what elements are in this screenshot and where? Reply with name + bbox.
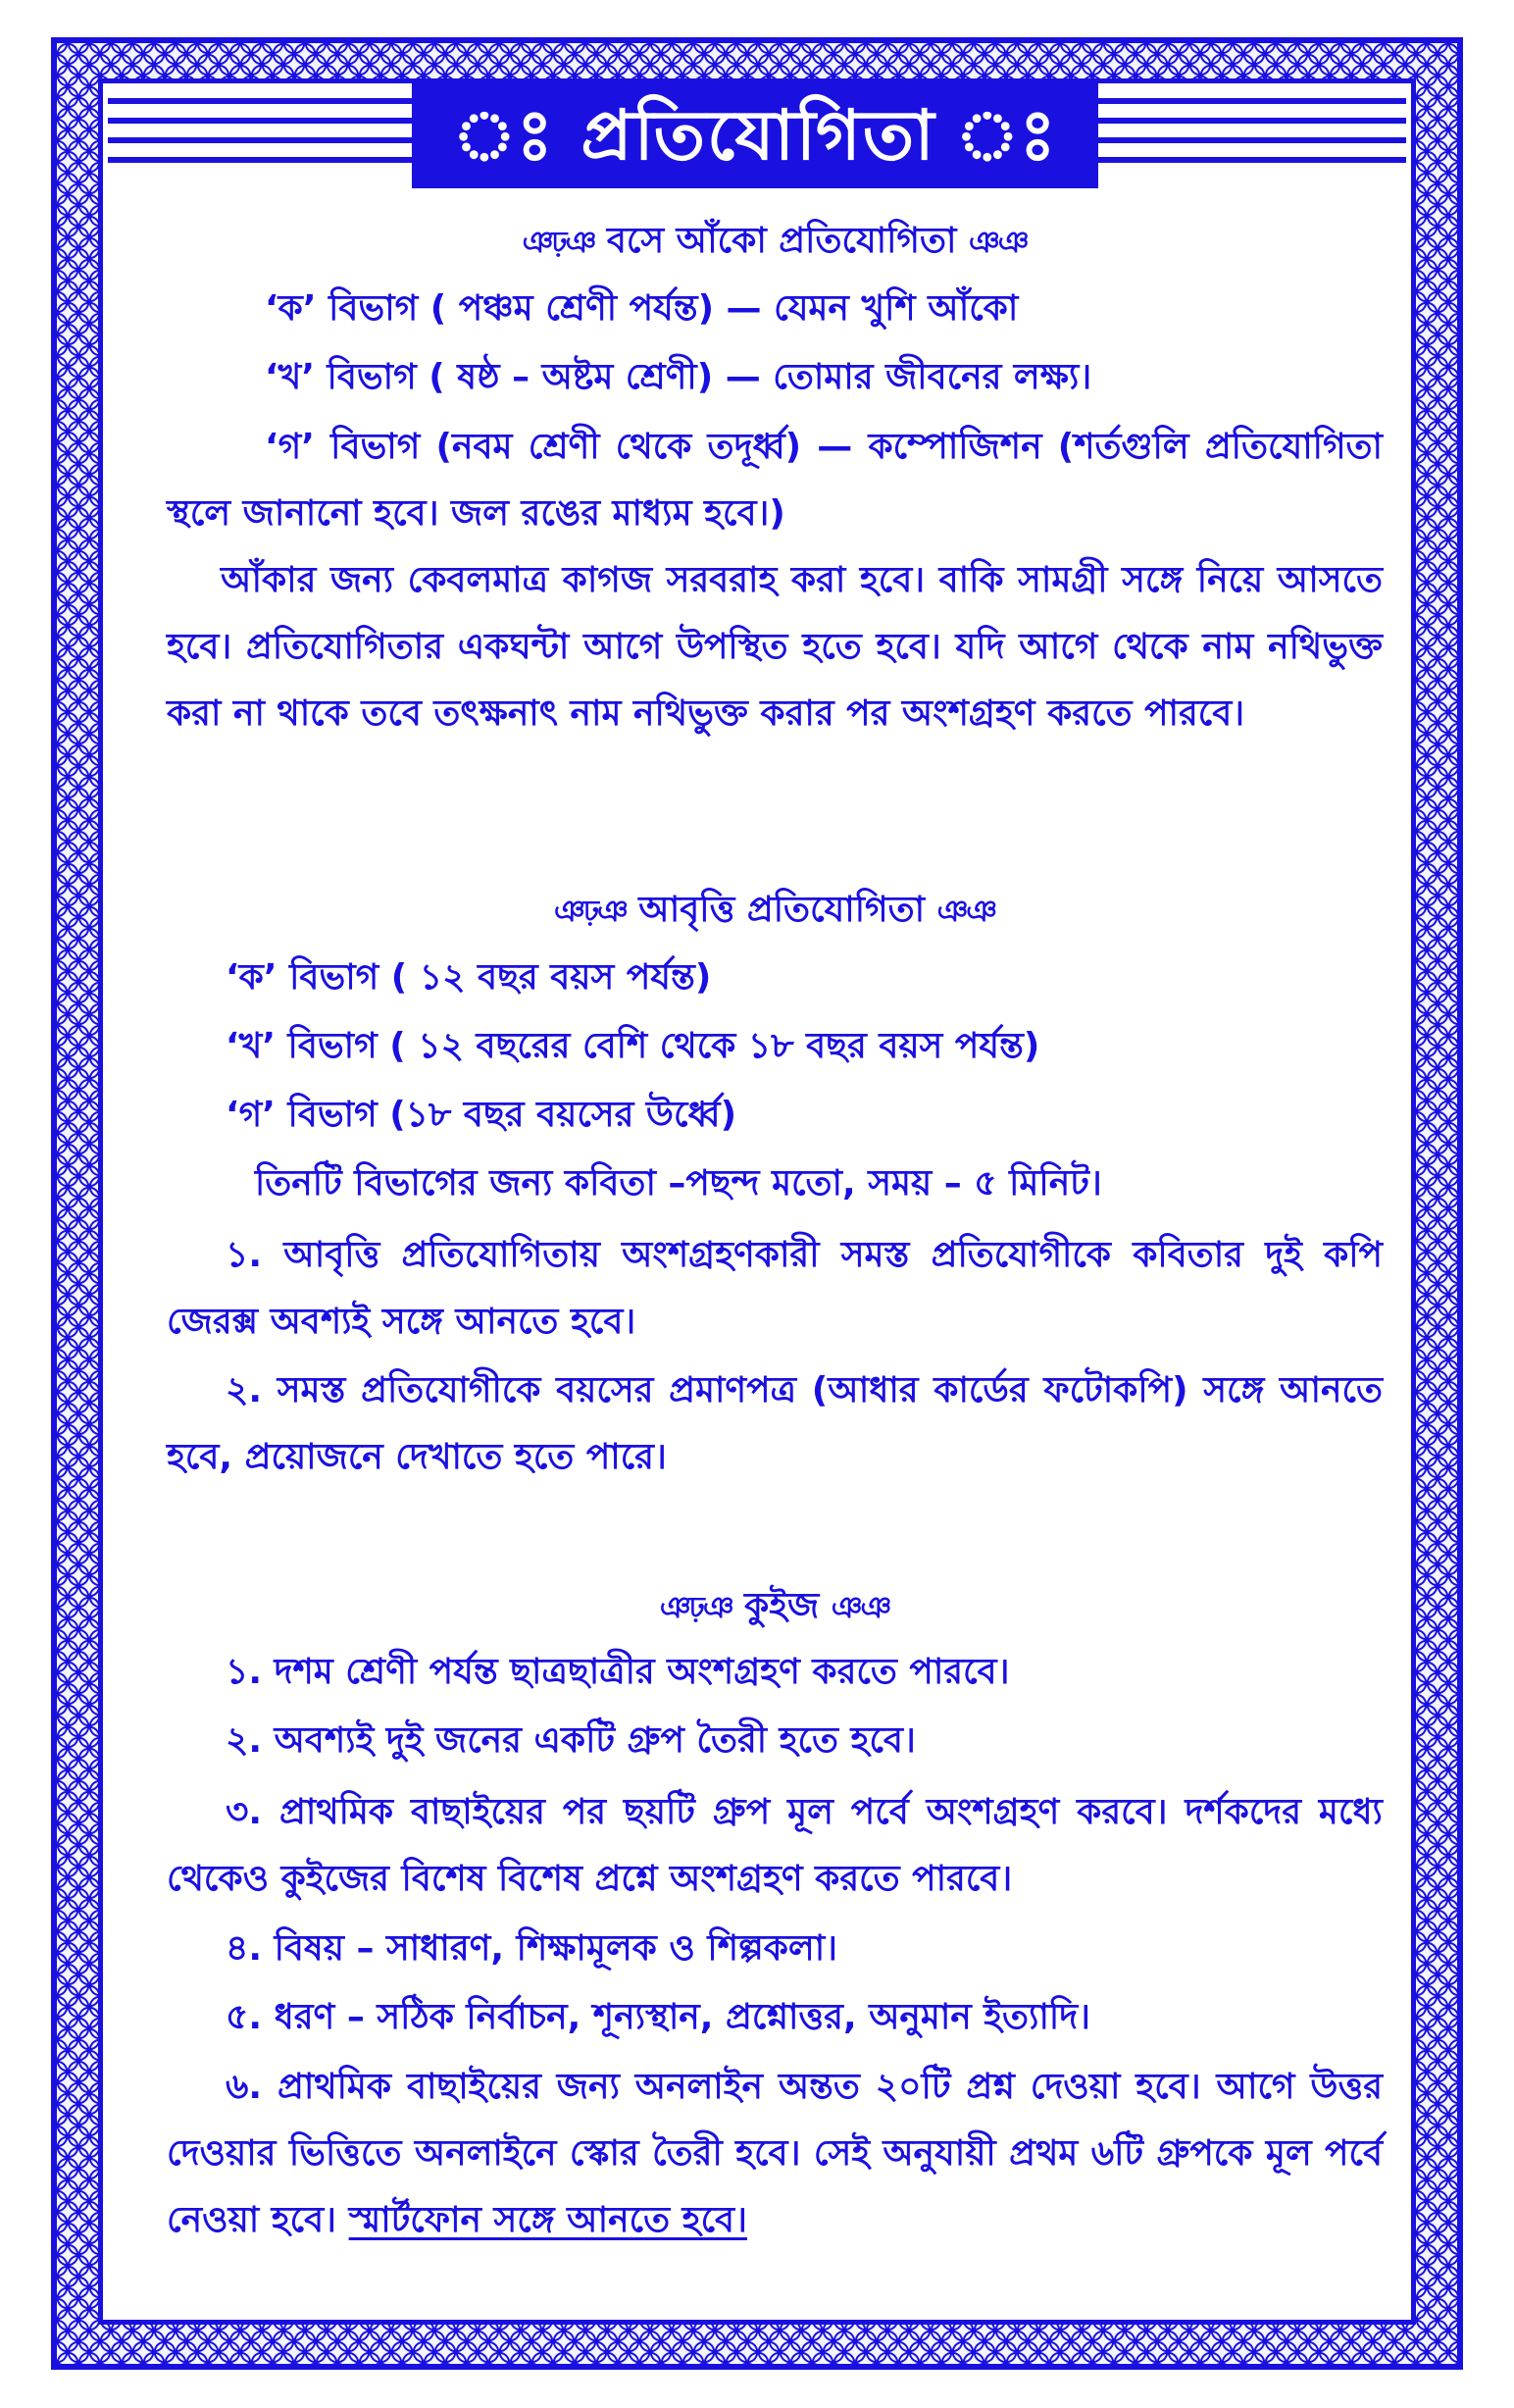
ornament-left: ঞঢ়ঞ <box>522 226 595 260</box>
quiz-rule-6-underlined: স্মার্টফোন সঙ্গে আনতে হবে। <box>348 2200 747 2240</box>
drawing-group-ka: ‘ক’ বিভাগ ( পঞ্চম শ্রেণী পর্যন্ত) — যেমন খুশি আঁকো <box>265 288 1019 329</box>
recitation-heading <box>167 883 1383 938</box>
quiz-rule-5: ৫. ধরণ – সঠিক নির্বাচন, শূন্যস্থান, প্রশ্নোত্তর, অনুমান ইত্যাদি। <box>226 1997 1091 2037</box>
quiz-rule-1: ১. দশম শ্রেণী পর্যন্ত ছাত্রছাত্রীর অংশগ্রহণ করতে পারবে। <box>226 1652 1010 1692</box>
quiz-heading-text: কুইজ <box>744 1586 820 1626</box>
drawing-rules: আঁকার জন্য কেবলমাত্র কাগজ সরবরাহ করা হবে। বাকি সামগ্রী সঙ্গে নিয়ে আসতে হবে। প্রতিযোগিতার একঘন্টা আগে উপস্থিত হতে হবে। যদি আগে থেকে নাম নথিভুক্ত করা না থাকে তবে তৎক্ষনাৎ নাম নথিভুক্ত করার পর অংশগ্রহণ করতে পারবে। <box>167 560 1383 734</box>
quiz-rule-3: ৩. প্রাথমিক বাছাইয়ের পর ছয়টি গ্রুপ মূল পর্বে অংশগ্রহণ করবে। দর্শকদের মধ্যে থেকেও কুইজের বিশেষ বিশেষ প্রশ্নে অংশগ্রহণ করতে পারবে। <box>167 1792 1383 1899</box>
recitation-heading-text: আবৃত্তি প্রতিযোগিতা <box>638 890 926 930</box>
quiz-rule-6 <box>167 2054 1383 2254</box>
ornament-left: ঞঢ়ঞ <box>554 895 627 929</box>
recitation-poem-note: তিনটি বিভাগের জন্য কবিতা –পছন্দ মতো, সময় – ৫ মিনিট। <box>255 1163 1102 1204</box>
drawing-group-ga: ‘গ’ বিভাগ (নবম শ্রেণী থেকে তদূর্ধ্ব) — কম্পোজিশন (শর্তগুলি প্রতিযোগিতা স্থলে জানানো হবে। জল রঙের মাধ্যম হবে।) <box>167 427 1383 534</box>
ornament-right: ঞঞ <box>936 895 995 929</box>
recitation-group-ka: ‘ক’ বিভাগ ( ১২ বছর বয়স পর্যন্ত) <box>226 957 712 998</box>
recitation-rule-1: ১. আবৃত্তি প্রতিযোগিতায় অংশগ্রহণকারী সমস্ত প্রতিযোগীকে কবিতার দুই কপি জেরক্স অবশ্যই সঙ্গে আনতে হবে। <box>167 1235 1383 1342</box>
recitation-group-kha: ‘খ’ বিভাগ ( ১২ বছরের বেশি থেকে ১৮ বছর বয়স পর্যন্ত) <box>226 1026 1040 1066</box>
drawing-heading <box>167 214 1383 269</box>
recitation-group-ga: ‘গ’ বিভাগ (১৮ বছর বয়সের উর্ধ্বে) <box>226 1095 737 1135</box>
quiz-rule-4: ৪. বিষয় – সাধারণ, শিক্ষামূলক ও শিল্পকলা। <box>226 1928 838 1969</box>
page-title: ঃ প্রতিযোগিতা ঃ <box>412 82 1098 188</box>
quiz-heading <box>167 1579 1383 1634</box>
quiz-rule-2: ২. অবশ্যই দুই জনের একটি গ্রুপ তৈরী হতে হবে। <box>226 1720 916 1761</box>
recitation-rule-2: ২. সমস্ত প্রতিযোগীকে বয়সের প্রমাণপত্র (আধার কার্ডের ফটোকপি) সঙ্গে আনতে হবে, প্রয়োজনে দেখাতে হতে পারে। <box>167 1370 1383 1477</box>
ornament-right: ঞঞ <box>969 226 1028 260</box>
ornament-right: ঞঞ <box>831 1591 890 1625</box>
ornament-left: ঞঢ়ঞ <box>659 1591 732 1625</box>
drawing-group-kha: ‘খ’ বিভাগ ( ষষ্ঠ – অষ্টম শ্রেণী) — তোমার জীবনের লক্ষ্য। <box>265 357 1092 397</box>
quiz-rule-6-text: ৬. প্রাথমিক বাছাইয়ের জন্য অনলাইন অন্তত ২০টি প্রশ্ন দেওয়া হবে। আগে উত্তর দেওয়ার ভিত্তিতে অনলাইনে স্কোর তৈরী হবে। সেই অনুযায়ী প্রথম ৬টি গ্রুপকে মূল পর্বে নেওয়া হবে। <box>167 2067 1383 2240</box>
drawing-heading-text: বসে আঁকো প্রতিযোগিতা <box>606 221 957 261</box>
